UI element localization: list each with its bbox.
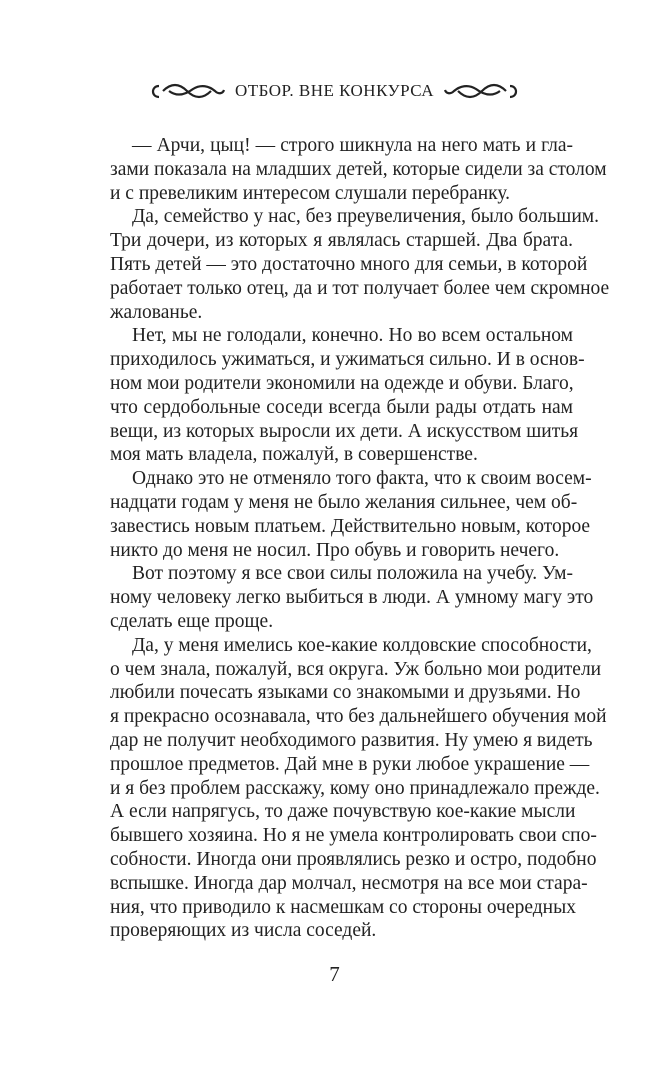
text-line: проверяющих из числа соседей.	[110, 920, 377, 942]
page-number: 7	[329, 962, 340, 986]
text-line: и я без проблем расскажу, кому оно принадлежало прежде.	[110, 777, 600, 799]
text-line: Пять детей — это достаточно много для семьи, в которой	[110, 253, 588, 275]
text-line: о чем знала, пожалуй, вся округа. Уж больно мои родители	[110, 658, 602, 680]
text-line: вспышке. Иногда дар молчал, несмотря на все мои стара-	[110, 872, 588, 894]
paragraph	[110, 205, 610, 324]
text-line: работает только отец, да и тот получает более чем скромное	[110, 277, 610, 299]
text-line: сделать еще проще.	[110, 610, 274, 632]
text-line: моя мать владела, пожалуй, в совершенстве.	[110, 444, 478, 466]
text-line: надцати годам у меня не было желания сильнее, чем об-	[110, 491, 578, 513]
text-line: вещи, из которых выросли их дети. А искусством шитья	[110, 420, 579, 442]
text-line: никто до меня не носил. Про обувь и говорить нечего.	[110, 539, 560, 561]
text-line: Три дочери, из которых я являлась старшей. Два брата.	[110, 230, 573, 252]
left-ornament-icon	[149, 80, 227, 102]
chapter-title: ОТБОР. ВНЕ КОНКУРСА	[234, 81, 435, 100]
text-line: Нет, мы не голодали, конечно. Но во всем остальном	[132, 325, 573, 347]
text-line: Да, у меня имелись кое-какие колдовские способности,	[132, 634, 592, 656]
text-line: приходилось ужиматься, и ужиматься сильно. И в основ-	[110, 349, 585, 371]
text-line: зами показала на младших детей, которые сидели за столом	[110, 158, 607, 180]
text-line: ном мои родители экономили на одежде и обуви. Благо,	[110, 372, 574, 394]
paragraph	[110, 634, 607, 943]
running-header	[0, 80, 669, 102]
text-line: и с превеликим интересом слушали перебранку.	[110, 182, 511, 204]
text-line: собности. Иногда они проявлялись резко и остро, подобно	[110, 848, 597, 870]
right-ornament-icon	[442, 80, 520, 102]
text-line: ния, что приводило к насмешкам со стороны очередных	[110, 896, 576, 918]
paragraph	[110, 562, 594, 633]
paragraph	[110, 134, 607, 205]
text-line: А если напрягусь, то даже почувствую кое-какие мысли	[110, 801, 576, 823]
paragraph	[110, 324, 585, 467]
text-line: прошлое предметов. Дай мне в руки любое украшение —	[110, 753, 590, 775]
text-line: бывшего хозяина. Но я не умела контролировать свои спо-	[110, 825, 597, 847]
text-line: ному человеку легко выбиться в люди. А умному магу это	[110, 587, 594, 609]
text-line: завестись новым платьем. Действительно новым, которое	[110, 515, 591, 537]
body-text	[110, 134, 610, 943]
text-line: Вот поэтому я все свои силы положила на учебу. Ум-	[132, 563, 573, 585]
text-line: любили почесать языками со знакомыми и друзьями. Но	[110, 682, 581, 704]
text-line: что сердобольные соседи всегда были рады отдать нам	[110, 396, 573, 418]
paragraph	[110, 467, 592, 562]
text-line: — Арчи, цыц! — строго шикнула на него мать и гла-	[132, 135, 573, 156]
text-line: жалованье.	[110, 301, 203, 323]
text-line: Да, семейство у нас, без преувеличения, было большим.	[132, 206, 599, 228]
text-line: Однако это не отменяло того факта, что к своим восем-	[132, 468, 592, 490]
text-line: я прекрасно осознавала, что без дальнейшего обучения мой	[110, 706, 607, 728]
text-line: дар не получит необходимого развития. Ну умею я видеть	[110, 729, 593, 751]
